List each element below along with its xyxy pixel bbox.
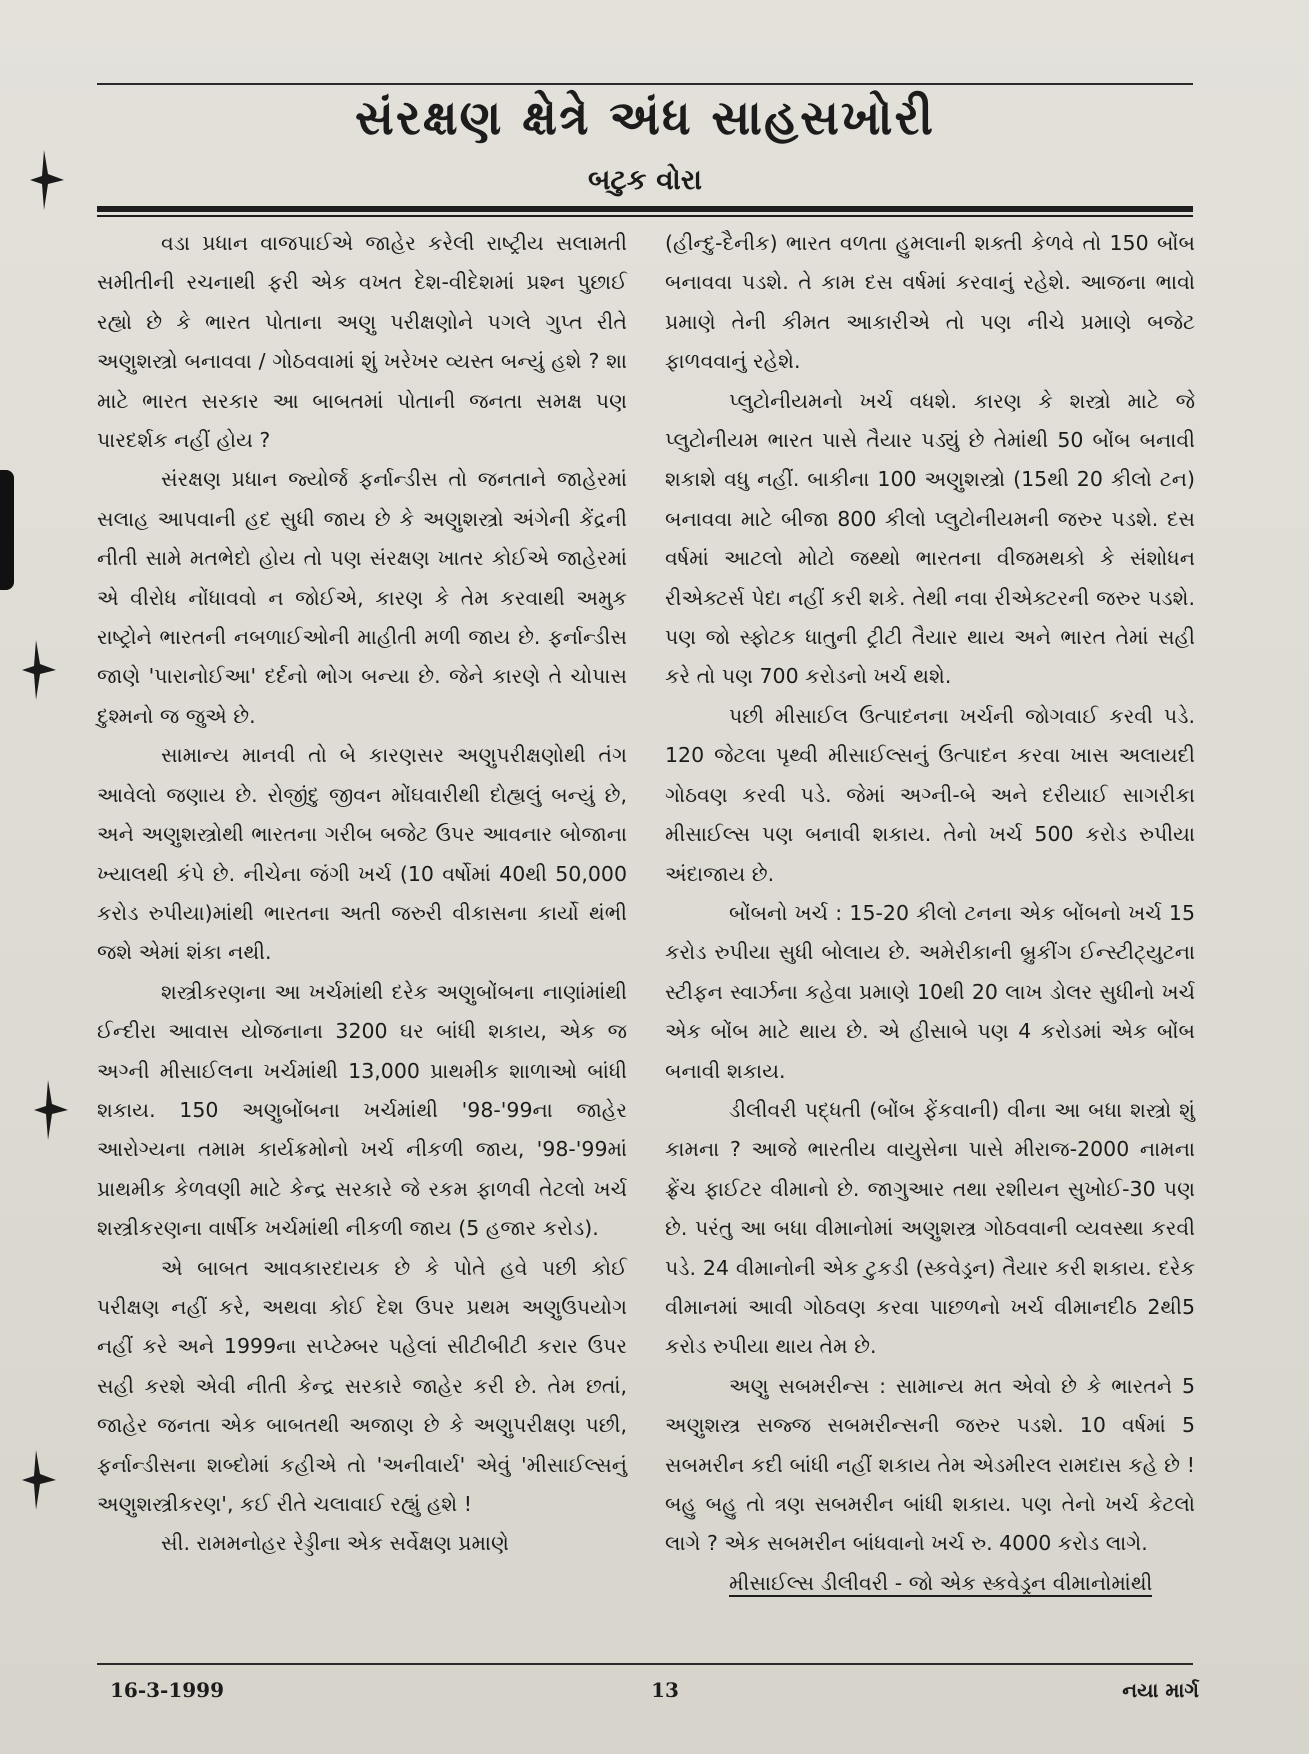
paragraph: સામાન્ય માનવી તો બે કારણસર અણુપરીક્ષણોથી તંગ આવેલો જણાય છે. રોજીંદુ જીવન મોંઘવારીથી દોહ્યલું બન્યું છે, અને અણુશસ્ત્રોથી ભારતના ગરીબ બજેટ ઉપર આવનાર બોજાના ખ્યાલથી કંપે છે. નીચેના જંગી ખર્ચ (10 વર્ષોમાં 40થી 50,000 કરોડ રુપીયા)માંથી ભારતના અતી જરુરી વીકાસના કાર્યો થંભી જશે એમાં શંકા નથી. bbox=[97, 743, 627, 965]
title-rule-thin bbox=[97, 215, 1193, 217]
article-title: સંરક્ષણ ક્ષેત્રે અંધ સાહસખોરી bbox=[355, 90, 935, 146]
left-column bbox=[97, 224, 627, 1564]
footer-rule bbox=[97, 1663, 1193, 1665]
paragraph: વડા પ્રધાન વાજપાઈએ જાહેર કરેલી રાષ્ટ્રીય સલામતી સમીતીની રચનાથી ફરી એક વખત દેશ-વીદેશમાં પ્રશ્ન પુછાઈ રહ્યો છે કે ભારત પોતાના અણુ પરીક્ષણોને પગલે ગુપ્ત રીતે અણુશસ્ત્રો બનાવવા / ગોઠવવામાં શું ખરેખર વ્યસ્ત બન્યું હશે ? શા માટે ભારત સરકાર આ બાબતમાં પોતાની જનતા સમક્ષ પણ પારદર્શક નહીં હોય ? bbox=[97, 231, 627, 453]
issue-date: 16-3-1999 bbox=[110, 1678, 225, 1702]
paragraph: (હીન્દુ-દૈનીક) ભારત વળતા હુમલાની શક્તી કેળવે તો 150 બોંબ બનાવવા પડશે. તે કામ દસ વર્ષમાં કરવાનું રહેશે. આજના ભાવો પ્રમાણે તેની કીમત આકારીએ તો પણ નીચે પ્રમાણે બજેટ ફાળવવાનું રહેશે. bbox=[665, 231, 1195, 374]
continued-line: મીસાઈલ્સ ડીલીવરી - જો એક સ્કવેડ્રન વીમાનોમાંથી bbox=[729, 1570, 1153, 1595]
paragraph: ડીલીવરી પદ્ધતી (બોંબ ફેંકવાની) વીના આ બધા શસ્ત્રો શું કામના ? આજે ભારતીય વાયુસેના પાસે મીરાજ-2000 નામના ફ્રેંચ ફાઈટર વીમાનો છે. જાગુઆર તથા રશીયન સુખોઈ-30 પણ છે. પરંતુ આ બધા વીમાનોમાં અણુશસ્ત્ર ગોઠવવાની વ્યવસ્થા કરવી પડે. 24 વીમાનોની એક ટુકડી (સ્કવેડ્રન) તૈયાર કરી શકાય. દરેક વીમાનમાં આવી ગોઠવણ કરવા પાછળનો ખર્ચ વીમાનદીઠ 2થી5 કરોડ રુપીયા થાય તેમ છે. bbox=[665, 1097, 1195, 1359]
page-number: 13 bbox=[651, 1678, 679, 1702]
paragraph: બોંબનો ખર્ચ : 15-20 કીલો ટનના એક બોંબનો ખર્ચ 15 કરોડ રુપીયા સુધી બોલાય છે. અમેરીકાની બ્રુકીંગ ઈન્સ્ટીટ્યુટના સ્ટીફન સ્વાર્ઝના કહેવા પ્રમાણે 10થી 20 લાખ ડોલર સુધીનો ખર્ચ એક બોંબ માટે થાય છે. એ હીસાબે પણ 4 કરોડમાં એક બોંબ બનાવી શકાય. bbox=[665, 900, 1195, 1083]
paragraph: એ બાબત આવકારદાયક છે કે પોતે હવે પછી કોઈ પરીક્ષણ નહીં કરે, અથવા કોઈ દેશ ઉપર પ્રથમ અણુઉપયોગ નહીં કરે અને 1999ના સપ્ટેમ્બર પહેલાં સીટીબીટી કરાર ઉપર સહી કરશે એવી નીતી કેન્દ્ર સરકારે જાહેર કરી છે. તેમ છતાં, જાહેર જનતા એક બાબતથી અજાણ છે કે અણુપરીક્ષણ પછી, ફર્નાન્ડીસના શબ્દોમાં કહીએ તો 'અનીવાર્ય' એવું 'મીસાઈલ્સનું અણુશસ્ત્રીકરણ', કઈ રીતે ચલાવાઈ રહ્યું હશે ! bbox=[97, 1255, 627, 1516]
article-author: બટુક વોરા bbox=[587, 163, 703, 196]
paragraph: શસ્ત્રીકરણના આ ખર્ચમાંથી દરેક અણુબોંબના નાણાંમાંથી ઈન્દીરા આવાસ યોજનાના 3200 ઘર બાંધી શકાય, એક જ અગ્ની મીસાઈલના ખર્ચમાંથી 13,000 પ્રાથમીક શાળાઓ બાંધી શકાય. 150 અણુબોંબના ખર્ચમાંથી '98-'99ના જાહેર આરોગ્યના તમામ કાર્યક્રમોનો ખર્ચ નીકળી જાય, '98-'99માં પ્રાથમીક કેળવણી માટે કેન્દ્ર સરકારે જે રકમ ફાળવી તેટલો ખર્ચ શસ્ત્રીકરણના વાર્ષીક ખર્ચમાંથી નીકળી જાય (5 હજાર કરોડ). bbox=[97, 979, 627, 1241]
binding-hole bbox=[0, 470, 14, 590]
paragraph: સંરક્ષણ પ્રધાન જ્યોર્જ ફર્નાન્ડીસ તો જનતાને જાહેરમાં સલાહ આપવાની હદ સુધી જાય છે કે અણુશસ્ત્રો અંગેની કેંદ્રની નીતી સામે મતભેદો હોય તો પણ સંરક્ષણ ખાતર કોઈએ જાહેરમાં એ વીરોધ નોંધાવવો ન જોઈએ, કારણ કે તેમ કરવાથી અમુક રાષ્ટ્રોને ભારતની નબળાઈઓની માહીતી મળી જાય છે. ફર્નાન્ડીસ જાણે 'પારાનોઈઆ' દર્દનો ભોગ બન્યા છે. જેને કારણે તે ચોપાસ દુશ્મનો જ જુએ છે. bbox=[97, 467, 627, 728]
right-column bbox=[665, 224, 1195, 1603]
paragraph: પછી મીસાઈલ ઉત્પાદનના ખર્ચની જોગવાઈ કરવી પડે. 120 જેટલા પૃથ્વી મીસાઈલ્સનું ઉત્પાદન કરવા ખાસ અલાયદી ગોઠવણ કરવી પડે. જેમાં અગ્ની-બે અને દરીયાઈ સાગરીકા મીસાઈલ્સ પણ બનાવી શકાય. તેનો ખર્ચ 500 કરોડ રુપીયા અંદાજાય છે. bbox=[665, 703, 1195, 886]
paragraph: સી. રામમનોહર રેડ્ડીના એક સર્વેક્ષણ પ્રમાણે bbox=[161, 1531, 509, 1556]
paragraph: પ્લુટોનીયમનો ખર્ચ વધશે. કારણ કે શસ્ત્રો માટે જે પ્લુટોનીયમ ભારત પાસે તૈયાર પડ્યું છે તેમાંથી 50 બોંબ બનાવી શકાશે વધુ નહીં. બાકીના 100 અણુશસ્ત્રો (15થી 20 કીલો ટન) બનાવવા માટે બીજા 800 કીલો પ્લુટોનીયમની જરુર પડશે. દસ વર્ષમાં આટલો મોટો જથ્થો ભારતના વીજમથકો કે સંશોધન રીએક્ટર્સ પેદા નહીં કરી શકે. તેથી નવા રીએક્ટરની જરુર પડશે. પણ જો સ્ફોટક ધાતુની ટ્રીટી તૈયાર થાય અને ભારત તેમાં સહી કરે તો પણ 700 કરોડનો ખર્ચ થશે. bbox=[665, 388, 1195, 689]
title-rule-thick bbox=[97, 206, 1193, 212]
paragraph: અણુ સબમરીન્સ : સામાન્ય મત એવો છે કે ભારતને 5 અણુશસ્ત્ર સજ્જ સબમરીન્સની જરુર પડશે. 10 વર્ષમાં 5 સબમરીન કદી બાંધી નહીં શકાય તેમ એડમીરલ રામદાસ કહે છે ! બહુ બહુ તો ત્રણ સબમરીન બાંધી શકાય. પણ તેનો ખર્ચ કેટલો લાગે ? એક સબમરીન બાંધવાનો ખર્ચ રુ. 4000 કરોડ લાગે. bbox=[665, 1373, 1195, 1556]
header-rule bbox=[97, 83, 1193, 85]
magazine-name: નયા માર્ગ bbox=[1122, 1678, 1199, 1702]
paragraph bbox=[665, 1564, 1195, 1603]
